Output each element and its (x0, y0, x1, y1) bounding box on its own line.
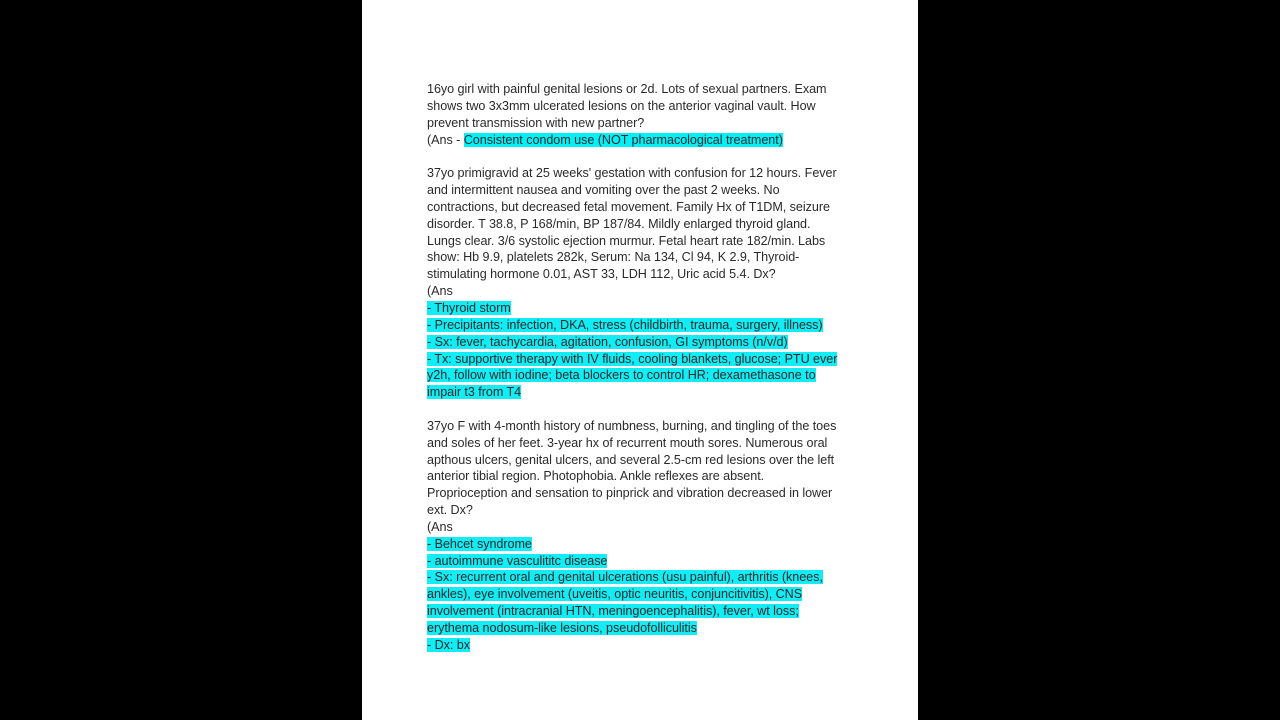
question-3-answer-line (427, 536, 852, 553)
document-page (362, 0, 918, 720)
question-2-stem-line: and intermittent nausea and vomiting over the past 2 weeks. No (427, 183, 780, 198)
question-2-stem-line: 37yo primigravid at 25 weeks' gestation with confusion for 12 hours. Fever (427, 166, 837, 181)
question-2-stem-line: stimulating hormone 0.01, AST 33, LDH 112, Uric acid 5.4. Dx? (427, 267, 776, 282)
question-1-stem-line: prevent transmission with new partner? (427, 115, 645, 130)
highlighted-answer: - Sx: fever, tachycardia, agitation, confusion, GI symptoms (n/v/d) (427, 334, 788, 349)
highlighted-answer: - Behcet syndrome (427, 536, 532, 551)
answer-prefix: (Ans - (427, 132, 464, 147)
question-2-answer-line (427, 334, 852, 351)
question-2-answer-prefix: (Ans (427, 284, 453, 299)
highlighted-answer: impair t3 from T4 (427, 385, 522, 400)
question-1-stem-line: 16yo girl with painful genital lesions or 2d. Lots of sexual partners. Exam (427, 82, 827, 96)
question-2-answer-line (427, 367, 852, 384)
question-3-stem-line: and soles of her feet. 3-year hx of recurrent mouth sores. Numerous oral (427, 435, 828, 450)
highlighted-answer: erythema nodosum-like lesions, pseudofolliculitis (427, 621, 697, 635)
question-3 (427, 418, 852, 654)
highlighted-answer: - Dx: bx (427, 637, 470, 652)
question-2-answer-line (427, 384, 852, 401)
highlighted-answer: - Tx: supportive therapy with IV fluids, cooling blankets, glucose; PTU ever (427, 351, 838, 366)
question-3-stem-line: anterior tibial region. Photophobia. Ankle reflexes are absent. (427, 469, 765, 484)
question-1-stem-line: shows two 3x3mm ulcerated lesions on the anterior vaginal vault. How (427, 98, 816, 113)
question-2-answer-line (427, 317, 852, 334)
question-2-stem-line: Lungs clear. 3/6 systolic ejection murmur. Fetal heart rate 182/min. Labs (427, 233, 826, 248)
question-2-answer-line (427, 351, 852, 368)
question-2-stem-line: show: Hb 9.9, platelets 282k, Serum: Na 134, Cl 94, K 2.9, Thyroid- (427, 250, 800, 265)
question-3-answer-line (427, 569, 852, 586)
question-1-answer (427, 132, 852, 149)
highlighted-answer: - Precipitants: infection, DKA, stress (childbirth, trauma, surgery, illness) (427, 317, 823, 332)
question-2-answer-line (427, 300, 852, 317)
document-content (427, 81, 852, 671)
question-3-answer-line (427, 603, 852, 620)
question-3-stem-line: Proprioception and sensation to pinprick and vibration decreased in lower (427, 486, 833, 501)
question-3-stem-line: ext. Dx? (427, 503, 473, 518)
question-3-stem-line: apthous ulcers, genital ulcers, and several 2.5-cm red lesions over the left (427, 452, 835, 467)
question-3-stem-line: 37yo F with 4-month history of numbness, burning, and tingling of the toes (427, 418, 837, 433)
question-3-answer-line (427, 586, 852, 603)
question-2-stem-line: disorder. T 38.8, P 168/min, BP 187/84. Mildly enlarged thyroid gland. (427, 216, 811, 231)
question-3-answer-line (427, 637, 852, 654)
highlighted-answer: y2h, follow with iodine; beta blockers to control HR; dexamethasone to (427, 368, 816, 383)
question-2-stem-line: contractions, but decreased fetal movement. Family Hx of T1DM, seizure (427, 199, 830, 214)
highlighted-answer: Consistent condom use (NOT pharmacological treatment) (463, 132, 783, 147)
highlighted-answer: ankles), eye involvement (uveitis, optic neuritis, conjuncitivitis), CNS (427, 587, 803, 602)
highlighted-answer: involvement (intracranial HTN, meningoencephalitis), fever, wt loss; (427, 604, 799, 619)
highlighted-answer: - Sx: recurrent oral and genital ulcerations (usu painful), arthritis (knees, (427, 570, 823, 585)
question-3-answer-line (427, 620, 852, 637)
question-1 (427, 81, 852, 148)
question-3-answer-line (427, 553, 852, 570)
question-3-answer-prefix: (Ans (427, 519, 453, 534)
highlighted-answer: - Thyroid storm (427, 300, 511, 315)
highlighted-answer: - autoimmune vasculititc disease (427, 553, 608, 568)
question-2 (427, 165, 852, 401)
